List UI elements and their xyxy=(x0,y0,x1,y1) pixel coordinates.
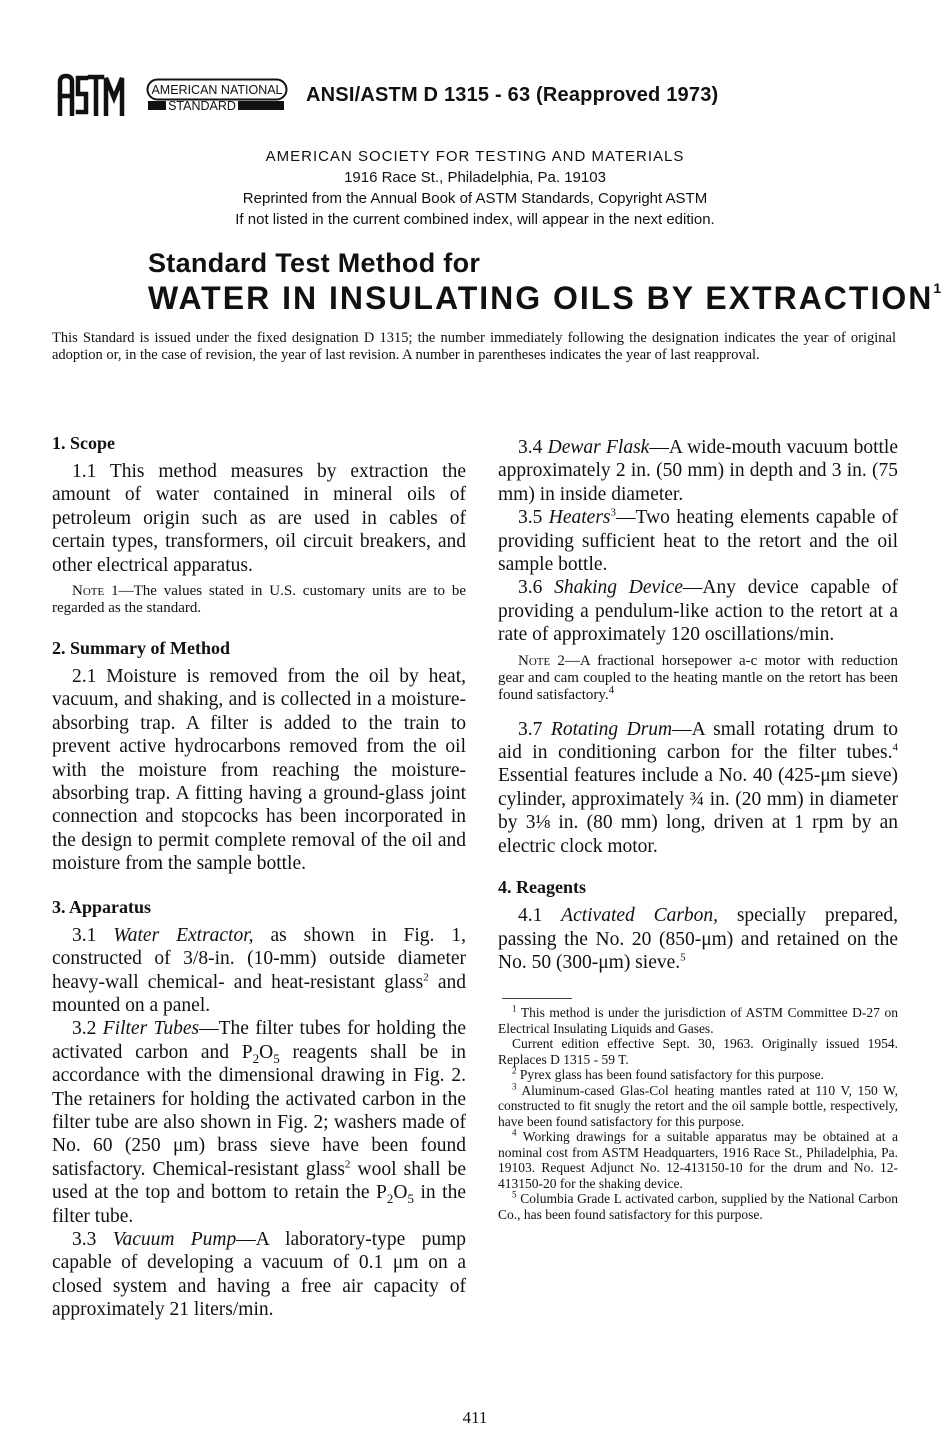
para-num: 3.3 xyxy=(72,1228,97,1250)
footnote xyxy=(498,1005,898,1036)
para-text: reagents shall be in accordance with the dimensional drawing in Fig. 2. The retainers for holding the activated carbon in the filter tube are also shown in Fig. 2; washers made of No. 60 (250 μm) brass sieve have been found satisfactory. Chemical-resistant glass xyxy=(52,1041,467,1180)
title-line2 xyxy=(148,280,941,317)
paragraph-3-6 xyxy=(498,576,898,646)
footnote-mark: 4 xyxy=(512,1127,517,1138)
ansi-logo-line2: STANDARD xyxy=(168,99,236,112)
title-main: WATER IN INSULATING OILS BY EXTRACTION xyxy=(148,280,934,316)
note-label: Note xyxy=(72,583,105,600)
society-address: 1916 Race St., Philadelphia, Pa. 19103 xyxy=(344,169,606,186)
section-heading-summary: 2. Summary of Method xyxy=(52,638,230,659)
footnote xyxy=(498,1067,898,1083)
footnote-ref: 5 xyxy=(680,951,686,964)
paragraph-4-1 xyxy=(498,904,898,974)
term: Heaters xyxy=(548,507,611,529)
paragraph-3-2 xyxy=(52,1017,466,1228)
astm-logo-icon xyxy=(56,72,128,116)
section-heading-scope: 1. Scope xyxy=(52,433,115,453)
para-num: 3.1 xyxy=(72,924,97,946)
right-column xyxy=(498,436,898,1222)
footnotes xyxy=(498,1005,898,1222)
term: Activated Carbon, xyxy=(561,905,719,927)
paragraph-2-1: 2.1 Moisture is removed from the oil by heat, vacuum, and shaking, and is collected in a moisture-absorbing trap. A filter is added to the train to prevent active hydrocarbons removed from the oil with the moisture from reaching the moisture-absorbing trap. A fitting having a ground-glass joint connection and stopcocks has been incorporated in the design to permit complete removal of the oil and moisture from the sample bottle. xyxy=(52,666,466,875)
term: Filter Tubes xyxy=(102,1018,200,1040)
footnote-ref: 4 xyxy=(892,741,898,754)
footnote-text: Aluminum-cased Glas-Col heating mantles rated at 110 V, 150 W, constructed to fit snugly the retort and the oil sample bottle, respectively, have been found satisfactory for this purpose. xyxy=(498,1082,898,1129)
society-name: AMERICAN SOCIETY FOR TESTING AND MATERIALS xyxy=(265,148,685,165)
footnote-mark: 2 xyxy=(512,1065,517,1076)
edition-notice: If not listed in the current combined index, will appear in the next edition. xyxy=(235,211,715,228)
para-text: (10-mm) outside diameter heavy-wall chemical- and heat-resistant glass xyxy=(52,948,467,993)
formula: P xyxy=(241,1041,253,1063)
footnote xyxy=(498,1036,898,1067)
document-header xyxy=(56,72,916,116)
para-num: 3.5 xyxy=(518,507,543,529)
paragraph-3-7 xyxy=(498,718,898,858)
formula-sub: 2 xyxy=(252,1050,260,1066)
note-label: Note xyxy=(518,652,551,669)
paragraph-3-4 xyxy=(498,436,898,506)
title-line1: Standard Test Method for xyxy=(148,248,481,278)
title-footnote-mark: 1 xyxy=(933,280,942,296)
footnote-ref: 4 xyxy=(608,683,615,696)
note-2 xyxy=(498,653,898,704)
para-text: —The filter tubes for holding the activated carbon and xyxy=(52,1018,467,1063)
formula-sub: 2 xyxy=(386,1191,394,1207)
note-1 xyxy=(52,583,466,617)
para-text: as shown in Fig. 1, constructed of xyxy=(52,924,466,970)
term: Dewar Flask xyxy=(547,437,650,458)
para-text: wool shall be used at the top and bottom to retain the xyxy=(52,1158,467,1204)
formula-sub: 5 xyxy=(273,1050,280,1066)
term: Rotating Drum xyxy=(550,718,673,740)
term: Water Extractor, xyxy=(113,924,254,946)
footnote-text: Working drawings for a suitable apparatus may be obtained at a nominal cost from ASTM Headquarters, 1916 Race St., Philadelphia, Pa. 19103. Request Adjunct No. 12-413150-10 for the drum and No. 12-413150-20 for the shaking device. xyxy=(498,1129,898,1191)
para-text: —Any device capable of providing a pendulum-like action to the retort at a rate of approximately 120 oscillations/min. xyxy=(498,577,899,646)
paragraph-1-1: 1.1 This method measures by extraction the amount of water contained in mineral oils of petroleum origin such as are used in cables of certain types, transformers, oil circuit breakers, and other electrical apparatus. xyxy=(52,461,466,576)
para-text: in the filter tube. xyxy=(52,1182,467,1227)
para-text: and mounted on a panel. xyxy=(52,971,467,1016)
note-text: 1—The values stated in U.S. customary units are to be regarded as the standard. xyxy=(52,583,467,617)
footnote-text: This method is under the jurisdiction of ASTM Committee D-27 on Electrical Insulating Liquids and Gases. xyxy=(498,1005,898,1036)
para-num: 4.1 xyxy=(518,905,543,927)
formula: O xyxy=(259,1041,274,1063)
paragraph-3-3 xyxy=(52,1228,466,1322)
formula: P xyxy=(376,1182,387,1204)
footnote xyxy=(498,1083,898,1130)
para-text: —A laboratory-type pump capable of developing a vacuum of 0.1 μm on a closed system and having a free air capacity of approximately 21 liters/min. xyxy=(52,1228,467,1321)
preamble: This Standard is issued under the fixed designation D 1315; the number immediately following the designation indicates the year of original adoption or, in the case of revision, the year of last revision. A number in parentheses indicates the year of last reapproval. xyxy=(52,330,896,363)
fraction: 3/8-in. xyxy=(183,948,235,970)
designation: ANSI/ASTM D 1315 - 63 (Reapproved 1973) xyxy=(306,84,719,106)
footnote-mark: 3 xyxy=(512,1081,517,1092)
para-num: 3.7 xyxy=(518,718,543,740)
page-number: 411 xyxy=(462,1408,488,1427)
para-text: specially prepared, passing the No. 20 (850-μm) and retained on the No. 50 (300-μm) sieve. xyxy=(498,905,898,973)
footnote-ref: 2 xyxy=(423,971,429,983)
footnote xyxy=(498,1191,898,1222)
left-column xyxy=(52,432,466,1322)
note-text: 2—A fractional horsepower a-c motor with reduction gear and cam coupled to the heating mantle on the retort has been found satisfactory. xyxy=(498,652,899,703)
ansi-standard-logo-icon xyxy=(146,78,288,112)
section-heading-reagents: 4. Reagents xyxy=(498,877,586,898)
term: Shaking Device xyxy=(554,577,683,599)
footnote-ref: 2 xyxy=(344,1158,351,1171)
formula-sub: 5 xyxy=(407,1191,414,1207)
footnote-ref: 3 xyxy=(610,506,617,519)
paragraph-3-1 xyxy=(52,924,466,1018)
para-text: —Two heating elements capable of providing sufficient heat to the retort and the oil sample bottle. xyxy=(498,507,898,576)
term: Vacuum Pump xyxy=(112,1228,237,1250)
ansi-logo-line1: AMERICAN NATIONAL xyxy=(151,83,283,97)
footnote-mark: 5 xyxy=(512,1189,517,1200)
para-text: Essential features include a No. 40 (425-μm sieve) cylinder, approximately ¾ in. (20 mm) in diameter by 3⅛ in. (80 mm) long, driven at 1 rpm by an electric clock motor. xyxy=(498,765,898,857)
formula: O xyxy=(393,1182,408,1204)
paragraph-3-5 xyxy=(498,506,898,576)
footnote-mark: 1 xyxy=(512,1003,517,1014)
footnote-text: Pyrex glass has been found satisfactory for this purpose. xyxy=(519,1067,824,1083)
footnote xyxy=(498,1129,898,1191)
para-num: 3.4 xyxy=(518,437,543,458)
para-text: —A wide-mouth vacuum bottle approximately 2 in. (50 mm) in depth and 3 in. (75 mm) in inside diameter. xyxy=(498,437,898,505)
section-heading-apparatus: 3. Apparatus xyxy=(52,896,152,917)
footnote-text: Columbia Grade L activated carbon, supplied by the National Carbon Co., has been found satisfactory for this purpose. xyxy=(498,1191,899,1222)
society-block xyxy=(0,146,950,230)
para-text: —A small rotating drum to aid in conditioning carbon for the filter tubes. xyxy=(498,718,899,764)
footnote-text: Current edition effective Sept. 30, 1963. Originally issued 1954. Replaces D 1315 - 59 T. xyxy=(498,1036,898,1067)
para-num: 3.2 xyxy=(72,1018,97,1040)
para-num: 3.6 xyxy=(518,577,543,599)
reprint-line: Reprinted from the Annual Book of ASTM Standards, Copyright ASTM xyxy=(242,190,708,207)
